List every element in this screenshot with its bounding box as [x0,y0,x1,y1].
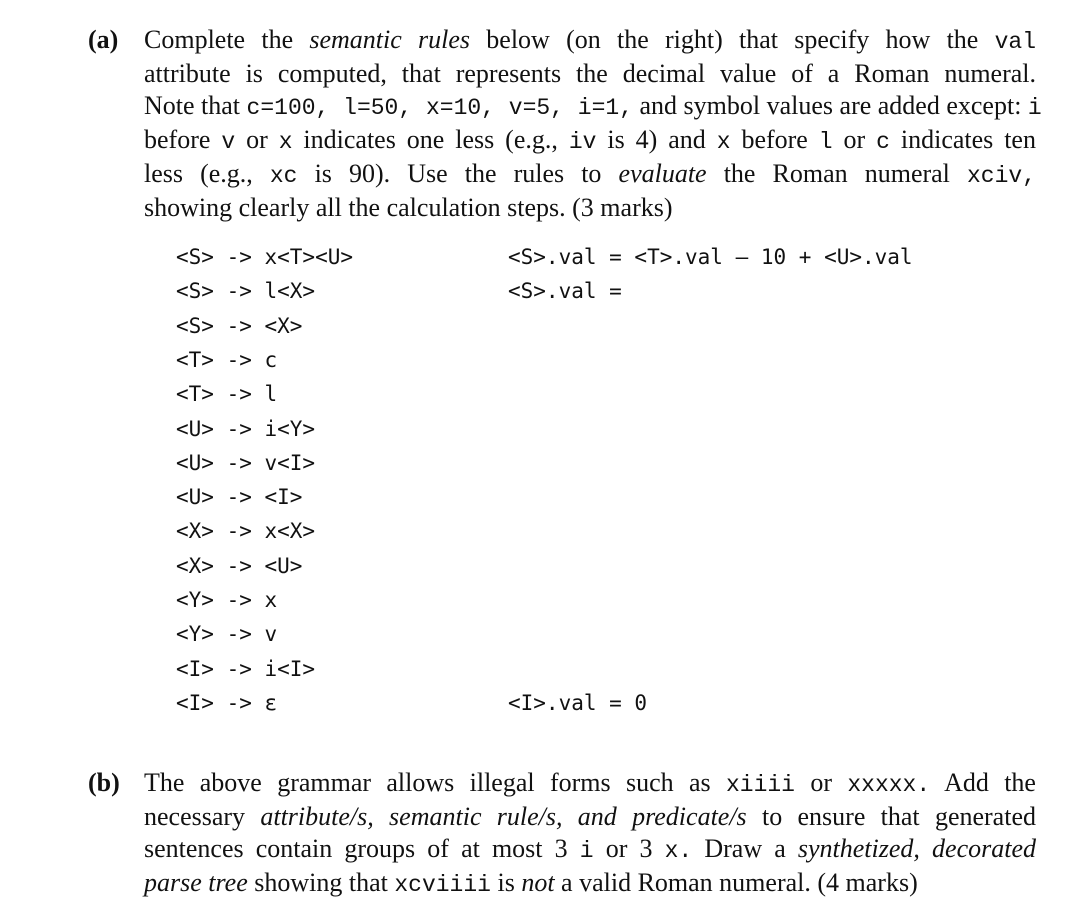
text-run: or [235,125,279,154]
text-run: is [490,868,522,897]
emphasis-run: synthetized, decorated [797,834,1036,863]
text-run: sentences contain groups of at most 3 [144,834,580,863]
grammar-production: <X> -> <U> [176,553,303,578]
text-run: attribute is computed, that represents the decimal value of a Roman numeral. [144,59,1036,88]
text-line [144,124,1036,158]
semantic-rule: <I>.val = 0 [508,690,648,715]
text-run: or [794,768,848,797]
text-run: indicates ten [889,125,1036,154]
emphasis-run: attribute/s, semantic rule/s, and predicate/s [260,802,747,831]
text-run: showing that [247,868,395,897]
semantic-rule: <S>.val = [508,279,622,304]
text-run: Complete the [144,25,310,54]
code-run: xcviiii [394,872,491,898]
question-b-text [144,767,1036,901]
text-run: is 4) and [596,125,717,154]
text-run: is 90). Use the rules to [297,159,619,188]
text-run: or 3 [593,834,665,863]
text-line [144,192,1036,224]
question-a [88,24,1042,224]
code-run: x. [664,838,693,864]
code-run: xc [269,163,298,189]
text-run: before [144,125,222,154]
text-line [144,158,1036,192]
text-run: showing clearly all the calculation steps. (3 marks) [144,193,673,222]
code-run: l [818,129,833,155]
text-run: less (e.g., [144,159,270,188]
question-b-label: (b) [88,768,120,797]
code-run: i [579,838,594,864]
question-a-label: (a) [88,25,119,54]
question-b [88,767,1036,901]
code-run: v [221,129,236,155]
text-line [144,867,1036,901]
text-run: the Roman numeral [706,159,967,188]
grammar-production: <U> -> <I> [176,485,303,510]
text-run: necessary [144,802,261,831]
grammar-production: <U> -> v<I> [176,450,316,475]
text-run: before [730,125,819,154]
code-run: x [716,129,731,155]
emphasis-run: evaluate [618,159,707,188]
text-line [144,90,1042,124]
code-run: x [278,129,293,155]
code-run: i [1027,95,1042,121]
text-line [144,58,1036,90]
text-run: or [832,125,877,154]
text-run: Add the [930,768,1036,797]
text-run: Draw a [692,834,798,863]
code-run: xciv, [967,163,1037,189]
grammar-production: <S> -> l<X> [176,279,316,304]
emphasis-run: semantic rules [309,25,471,54]
grammar-production: <S> -> <X> [176,313,303,338]
text-run: Note that [144,91,247,120]
code-run: c=100, l=50, x=10, v=5, i=1, [246,95,633,121]
grammar-production: <T> -> c [176,347,278,372]
text-line [144,767,1036,801]
text-run: to ensure that generated [746,802,1036,831]
grammar-production: <I> -> i<I> [176,656,316,681]
code-run: xxxxx. [847,772,931,798]
grammar-production: <X> -> x<X> [176,519,316,544]
question-a-text [144,24,1042,224]
code-run: c [876,129,890,155]
code-run: iv [568,129,597,155]
text-line [144,24,1036,58]
text-run: a valid Roman numeral. (4 marks) [554,868,918,897]
code-run: xiiii [725,772,795,798]
grammar-production: <Y> -> x [176,588,278,612]
emphasis-run: not [521,868,555,897]
emphasis-run: parse tree [144,868,248,897]
semantic-rule: <S>.val = <T>.val – 10 + <U>.val [508,245,913,269]
text-run: below (on the right) that specify how the [470,25,995,54]
grammar-production: <S> -> x<T><U> [176,245,354,269]
grammar-production: <T> -> l [176,382,278,407]
code-run: val [994,29,1037,55]
text-run: indicates one less (e.g., [292,125,569,154]
text-run: The above grammar allows illegal forms such as [144,768,726,797]
grammar-production: <I> -> ε [176,690,278,715]
text-line [144,801,1036,833]
text-line [144,833,1036,867]
grammar-production: <Y> -> v [176,622,278,647]
text-run: and symbol values are added except: [633,91,1028,120]
grammar-production: <U> -> i<Y> [176,416,316,441]
